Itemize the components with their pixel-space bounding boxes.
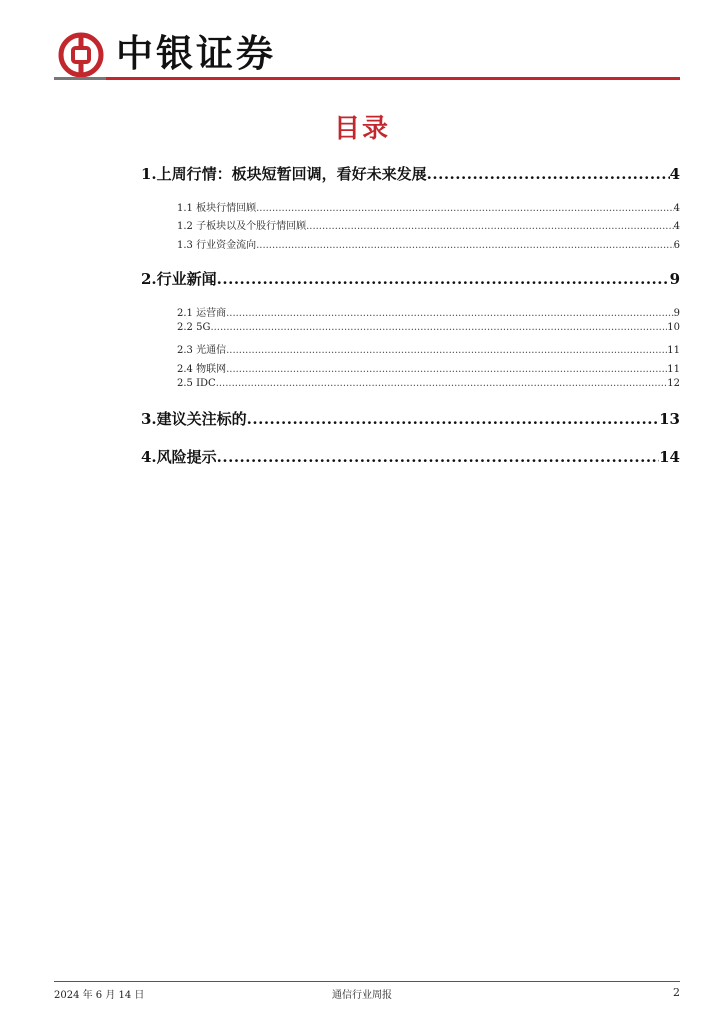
toc-entry-page: 4 bbox=[673, 221, 680, 232]
toc-title: 目录 bbox=[333, 114, 390, 144]
toc-entry-text: 2.3 光通信 bbox=[177, 345, 227, 356]
dot-leader bbox=[210, 322, 667, 333]
dot-leader bbox=[226, 364, 667, 375]
toc-entry-page: 11 bbox=[667, 364, 680, 375]
toc-entry-text: 3.建议关注标的 bbox=[141, 410, 247, 428]
dot-leader bbox=[217, 270, 670, 288]
dot-leader bbox=[247, 410, 659, 428]
toc-entry-text: 2.1 运营商 bbox=[177, 308, 227, 319]
toc-entry[interactable] bbox=[141, 322, 680, 333]
toc-entry-page: 12 bbox=[667, 378, 680, 389]
dot-leader bbox=[256, 203, 674, 214]
page-header bbox=[54, 26, 680, 86]
toc-entry-text: 1.上周行情：板块短暂回调，看好未来发展 bbox=[141, 165, 427, 183]
toc-entry[interactable] bbox=[141, 217, 680, 232]
toc-entry[interactable] bbox=[141, 199, 680, 214]
toc-entry-page: 9 bbox=[673, 308, 680, 319]
toc-entry-text: 1.3 行业资金流向 bbox=[177, 240, 257, 251]
bank-of-china-logo-icon bbox=[58, 32, 104, 78]
footer-rule bbox=[54, 981, 680, 982]
toc-entry-text: 2.2 5G bbox=[177, 322, 211, 333]
footer-date: 2024 年 6 月 14 日 bbox=[54, 990, 145, 1001]
toc-entry[interactable] bbox=[141, 236, 680, 251]
toc-entry-page: 6 bbox=[673, 240, 680, 251]
dot-leader bbox=[217, 448, 659, 466]
toc-entry-page: 9 bbox=[669, 270, 680, 288]
toc-entry[interactable] bbox=[141, 446, 680, 467]
dot-leader bbox=[226, 308, 674, 319]
dot-leader bbox=[306, 221, 674, 232]
toc-entry-page: 4 bbox=[673, 203, 680, 214]
header-rule-red bbox=[106, 77, 680, 80]
toc-entry-text: 2.4 物联网 bbox=[177, 364, 227, 375]
toc-entry[interactable] bbox=[141, 408, 680, 429]
toc-entry-page: 14 bbox=[659, 448, 680, 466]
toc-entry-text: 1.1 板块行情回顾 bbox=[177, 203, 257, 214]
toc-entry-text: 1.2 子板块以及个股行情回顾 bbox=[177, 221, 307, 232]
toc-entry-page: 10 bbox=[667, 322, 680, 333]
toc-entry[interactable] bbox=[141, 304, 680, 319]
toc-entry-page: 4 bbox=[669, 165, 680, 183]
toc-entry-text: 4.风险提示 bbox=[141, 448, 217, 466]
toc-entry-text: 2.行业新闻 bbox=[141, 270, 217, 288]
footer-page-number: 2 bbox=[673, 986, 680, 999]
dot-leader bbox=[427, 165, 670, 183]
dot-leader bbox=[216, 378, 668, 389]
footer-report-name: 通信行业周报 bbox=[332, 990, 392, 1001]
toc-entry[interactable] bbox=[141, 163, 680, 184]
brand-name: 中银证券 bbox=[116, 32, 276, 75]
toc-entry[interactable] bbox=[141, 378, 680, 389]
toc-entry[interactable] bbox=[141, 268, 680, 289]
toc-entry[interactable] bbox=[141, 341, 680, 356]
toc-entry-page: 11 bbox=[667, 345, 680, 356]
dot-leader bbox=[256, 240, 674, 251]
toc-entry-page: 13 bbox=[659, 410, 680, 428]
toc-entry-text: 2.5 IDC bbox=[177, 378, 216, 389]
toc-entry[interactable] bbox=[141, 360, 680, 375]
dot-leader bbox=[226, 345, 667, 356]
